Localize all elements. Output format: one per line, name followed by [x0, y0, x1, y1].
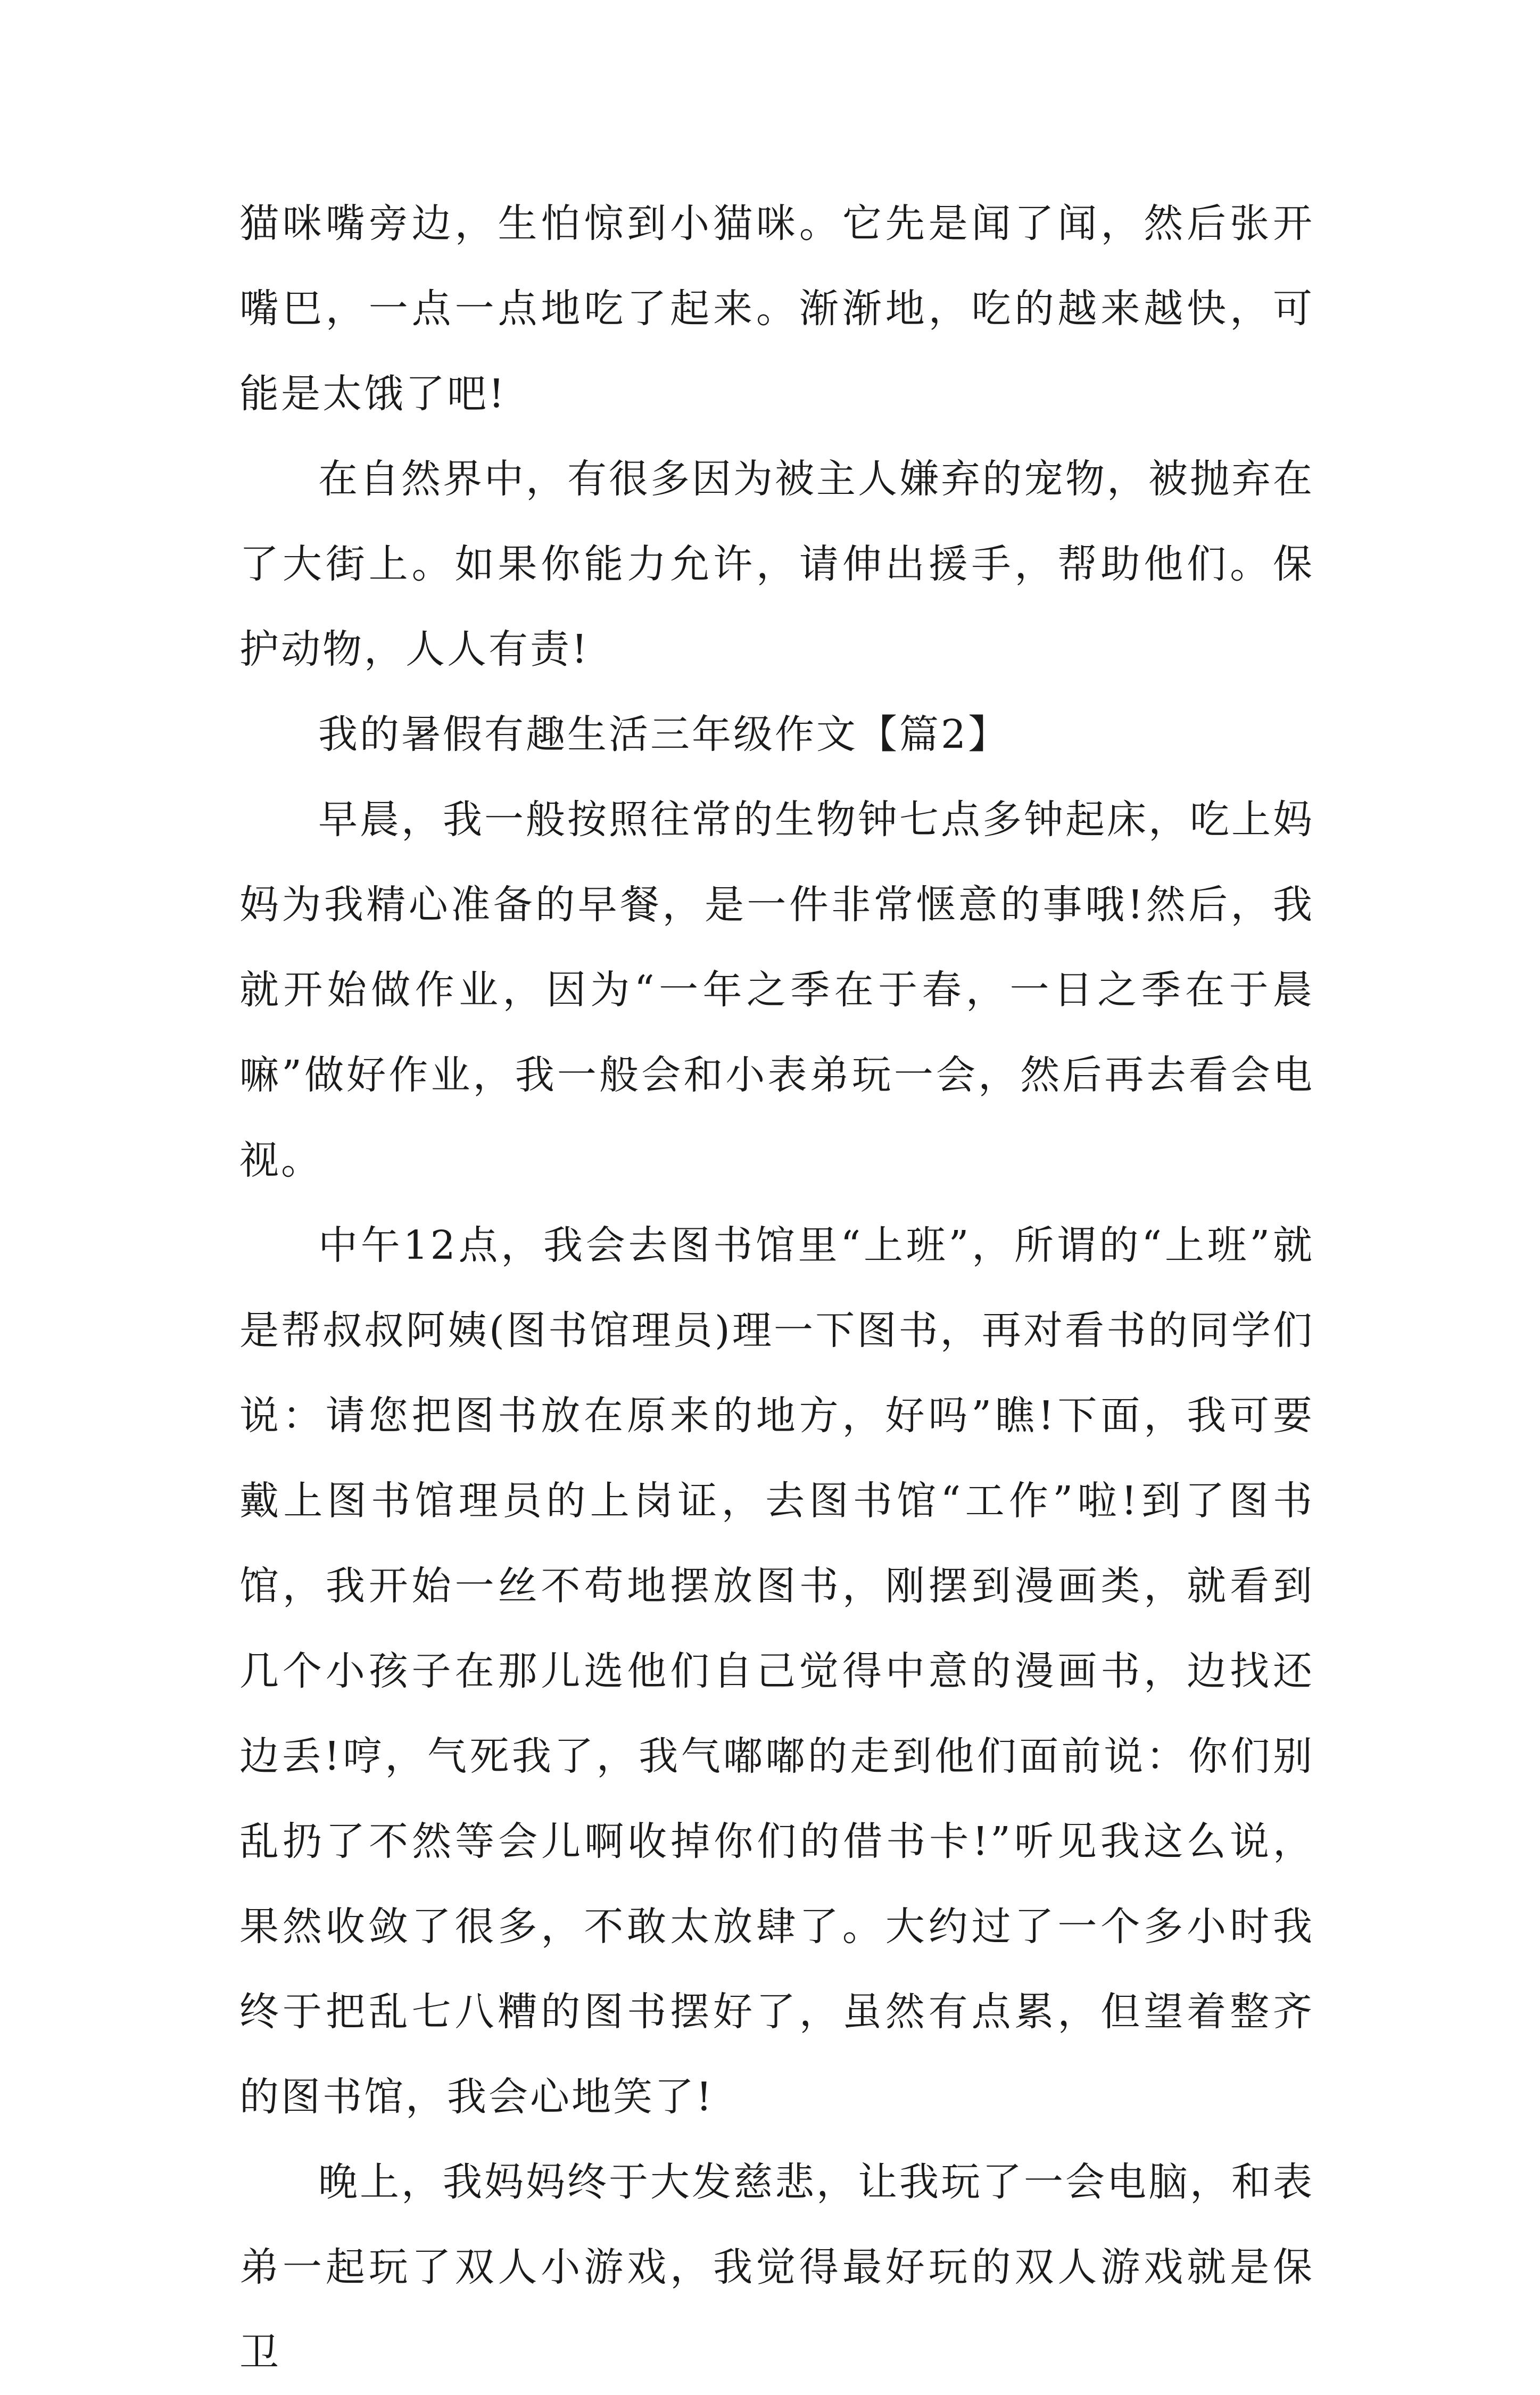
paragraph-noon-library: 中午12点，我会去图书馆里“上班”，所谓的“上班”就是帮叔叔阿姨(图书馆理员)理一下图书，再对看书的同学们说：请您把图书放在原来的地方，好吗”瞧!下面，我可要戴上图书馆理员的上岗证，去图书馆“工作”啦!到了图书馆，我开始一丝不苟地摆放图书，刚摆到漫画类，就看到几个小孩子在那儿选他们自己觉得中意的漫画书，边找还边丢!哼，气死我了，我气嘟嘟的走到他们面前说：你们别乱扔了不然等会儿啊收掉你们的借书卡!”听见我这么说，果然收敛了很多，不敢太放肆了。大约过了一个多小时我终于把乱七八糟的图书摆好了，虽然有点累，但望着整齐的图书馆，我会心地笑了! — [239, 1223, 1314, 2120]
paragraph-protect-animals: 在自然界中，有很多因为被主人嫌弃的宠物，被抛弃在了大街上。如果你能力允许，请伸出援手，帮助他们。保护动物，人人有责! — [239, 456, 1314, 672]
paragraph-morning: 早晨，我一般按照往常的生物钟七点多钟起床，吃上妈妈为我精心准备的早餐，是一件非常惬意的事哦!然后，我就开始做作业，因为“一年之季在于春，一日之季在于晨嘛”做好作业，我一般会和小表弟玩一会，然后再去看会电视。 — [239, 797, 1314, 1183]
section-heading: 我的暑假有趣生活三年级作文【篇2】 — [318, 712, 1010, 757]
paragraph-continuation: 猫咪嘴旁边，生怕惊到小猫咪。它先是闻了闻，然后张开嘴巴，一点一点地吃了起来。渐渐地，吃的越来越快，可能是太饿了吧! — [239, 201, 1314, 417]
paragraph-evening: 晚上，我妈妈终于大发慈悲，让我玩了一会电脑，和表弟一起玩了双人小游戏，我觉得最好玩的双人游戏就是保卫 — [239, 2159, 1314, 2375]
document-body — [239, 181, 1314, 2395]
